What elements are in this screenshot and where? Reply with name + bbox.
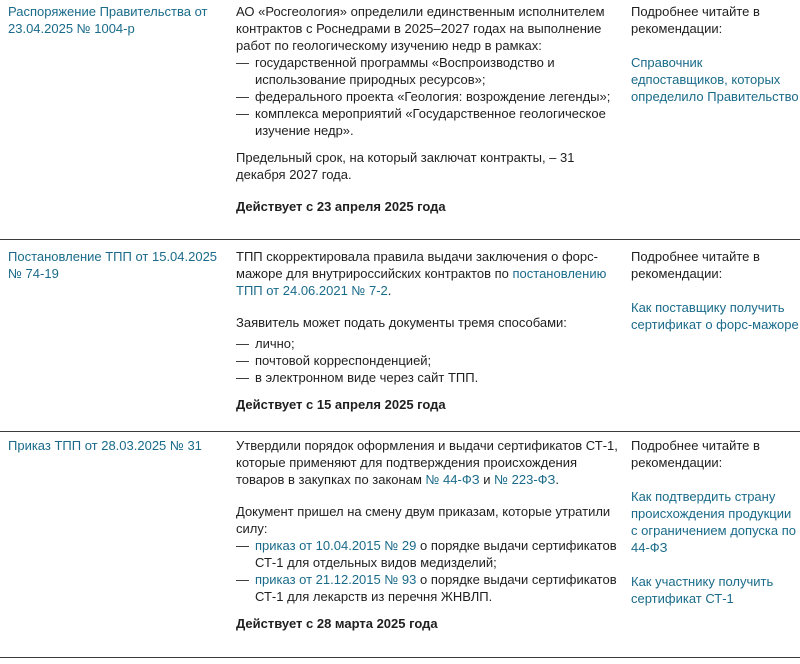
recommendation-cell — [623, 248, 800, 431]
list-item — [236, 537, 623, 571]
more-label: Подробнее читайте в рекомендации: — [631, 4, 760, 36]
law-223-link[interactable]: № 223-ФЗ — [494, 472, 556, 487]
document-link[interactable]: Постановление ТПП от 15.04.2025 № 74-19 — [8, 249, 218, 281]
dash-list — [236, 54, 623, 139]
recommendation-link[interactable]: Справочник едпоставщиков, которых определило Правительство — [631, 55, 799, 104]
recommendation-cell — [623, 3, 800, 239]
resolution-link[interactable]: постановлению ТПП от 24.06.2021 № 7-2 — [236, 266, 607, 298]
list-item: — в электронном виде через сайт ТПП. — [236, 369, 623, 386]
recommendation-link[interactable]: Как участнику получить сертификат СТ-1 — [631, 574, 774, 606]
dash-list — [236, 537, 623, 605]
description-cell — [228, 437, 623, 657]
description-text-part: . — [387, 283, 392, 298]
list-item: — государственной программы «Воспроизводство и использование природных ресурсов»; — [236, 54, 623, 88]
recommendation-link[interactable]: Как подтвердить страну происхождения продукции с ограничением допуска по 44-ФЗ — [631, 489, 797, 555]
recommendation-cell — [623, 437, 800, 657]
document-link[interactable]: Распоряжение Правительства от 23.04.2025 № 1004-р — [8, 4, 208, 36]
list-item: — лично; — [236, 335, 623, 352]
more-label: Подробнее читайте в рекомендации: — [631, 438, 760, 470]
document-cell — [0, 437, 228, 657]
dash-list — [236, 335, 623, 386]
law-44-link[interactable]: № 44-ФЗ — [425, 472, 480, 487]
list-item: — почтовой корреспонденцией; — [236, 352, 623, 369]
effective-date: Действует с 15 апреля 2025 года — [236, 397, 446, 412]
list-item: — федерального проекта «Геология: возрождение легенды»; — [236, 88, 623, 105]
description-text — [236, 248, 623, 299]
table-row — [0, 240, 800, 432]
document-cell — [0, 3, 228, 239]
list-item: — комплекса мероприятий «Государственное геологическое изучение недр». — [236, 105, 623, 139]
table-row — [0, 432, 800, 658]
description-text-part: и — [479, 472, 495, 487]
order-link[interactable]: приказ от 10.04.2015 № 29 — [255, 538, 417, 553]
description-cell — [228, 3, 623, 239]
ways-label: Заявитель может подать документы тремя способами: — [236, 315, 567, 330]
list-item — [236, 571, 623, 605]
replace-label: Документ пришел на смену двум приказам, которые утратили силу: — [236, 504, 611, 536]
description-text-part: Утвердили порядок оформления и выдачи сертификатов СТ-1, которые применяют для подтверждения происхождения товаров в закупках по законам — [236, 438, 618, 487]
list-item-text: о порядке выдачи сертификатов СТ-1 для отдельных видов медизделий; — [255, 538, 617, 570]
document-link[interactable]: Приказ ТПП от 28.03.2025 № 31 — [8, 438, 202, 453]
recommendation-link[interactable]: Как поставщику получить сертификат о форс-мажоре — [631, 300, 799, 332]
effective-date: Действует с 23 апреля 2025 года — [236, 199, 446, 214]
description-text — [236, 437, 623, 488]
more-label: Подробнее читайте в рекомендации: — [631, 249, 760, 281]
description-text: АО «Росгеология» определили единственным исполнителем контрактов с Роснедрами в 2025–2027 годах на выполнение работ по геологическому изучению недр в рамках: — [236, 4, 605, 53]
table-row — [0, 0, 800, 240]
document-cell — [0, 248, 228, 431]
list-item-text: о порядке выдачи сертификатов СТ-1 для лекарств из перечня ЖНВЛП. — [255, 572, 617, 604]
order-link[interactable]: приказ от 21.12.2015 № 93 — [255, 572, 417, 587]
description-text-part: . — [555, 472, 560, 487]
description-cell — [228, 248, 623, 431]
effective-date: Действует с 28 марта 2025 года — [236, 616, 438, 631]
deadline-text: Предельный срок, на который заключат контракты, – 31 декабря 2027 года. — [236, 150, 575, 182]
description-text-part: ТПП скорректировала правила выдачи заключения о форс-мажоре для внутрироссийских контрактов по — [236, 249, 598, 281]
